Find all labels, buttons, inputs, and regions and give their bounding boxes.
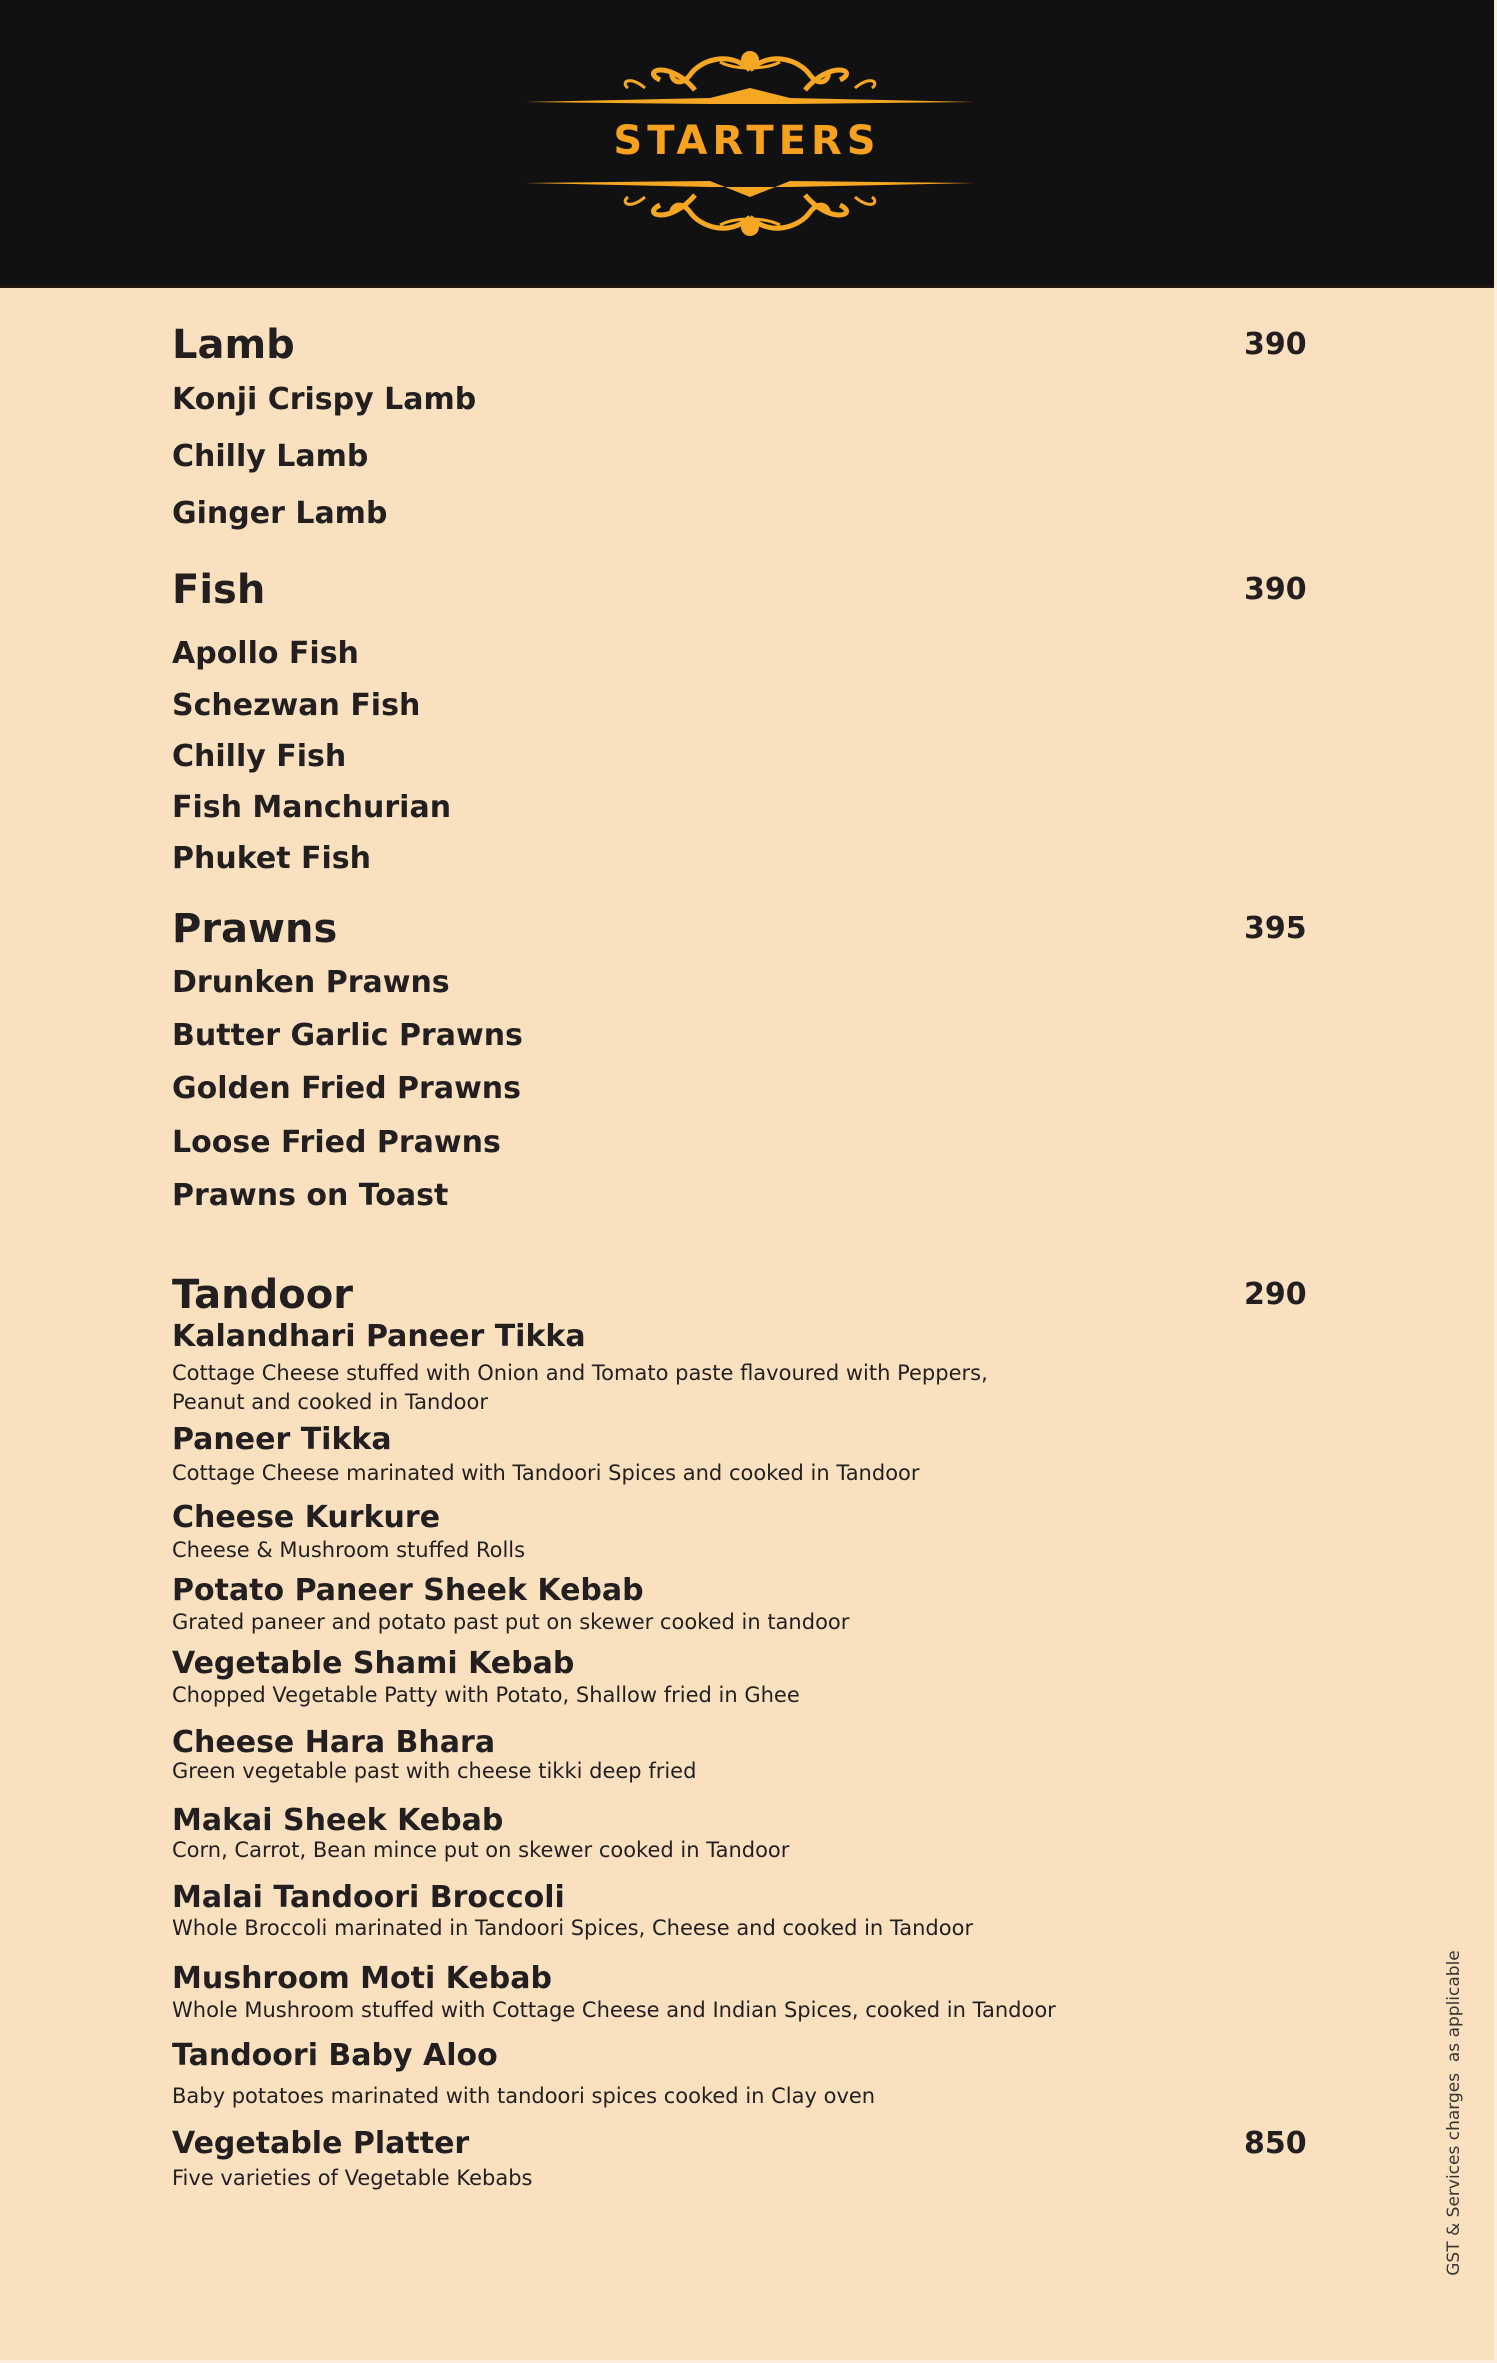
ornament-bottom-icon bbox=[520, 165, 980, 245]
menu-item: Butter Garlic Prawns bbox=[172, 1018, 523, 1053]
menu-item: Loose Fried Prawns bbox=[172, 1125, 501, 1160]
menu-item-name: Vegetable Shami Kebab bbox=[172, 1646, 575, 1681]
menu-item-description: Cottage Cheese stuffed with Onion and Tomato paste flavoured with Peppers, bbox=[172, 1361, 988, 1385]
menu-item-description: Five varieties of Vegetable Kebabs bbox=[172, 2166, 533, 2190]
menu-item-description: Baby potatoes marinated with tandoori spices cooked in Clay oven bbox=[172, 2084, 876, 2108]
section-price-prawns: 395 bbox=[1244, 911, 1307, 946]
menu-item: Schezwan Fish bbox=[172, 688, 421, 723]
menu-item-description: Cheese & Mushroom stuffed Rolls bbox=[172, 1538, 526, 1562]
menu-item-name: Mushroom Moti Kebab bbox=[172, 1961, 552, 1996]
section-heading-lamb: Lamb bbox=[172, 322, 295, 368]
menu-item-description: Whole Broccoli marinated in Tandoori Spices, Cheese and cooked in Tandoor bbox=[172, 1916, 974, 1940]
menu-item-name: Cheese Kurkure bbox=[172, 1500, 441, 1535]
menu-item: Ginger Lamb bbox=[172, 496, 388, 531]
section-price-tandoor: 290 bbox=[1244, 1277, 1307, 1312]
menu-item-name: Tandoori Baby Aloo bbox=[172, 2038, 498, 2073]
menu-item: Chilly Lamb bbox=[172, 439, 369, 474]
menu-item: Konji Crispy Lamb bbox=[172, 382, 477, 417]
menu-item: Phuket Fish bbox=[172, 841, 371, 876]
menu-item-name: Vegetable Platter bbox=[172, 2126, 470, 2161]
menu-item: Fish Manchurian bbox=[172, 790, 452, 825]
menu-item-description: Grated paneer and potato past put on skewer cooked in tandoor bbox=[172, 1610, 850, 1634]
section-heading-fish: Fish bbox=[172, 567, 266, 613]
menu-item: Apollo Fish bbox=[172, 636, 359, 671]
section-price-fish: 390 bbox=[1244, 572, 1307, 607]
menu-item-description: Green vegetable past with cheese tikki deep fried bbox=[172, 1759, 697, 1783]
menu-item-name: Malai Tandoori Broccoli bbox=[172, 1880, 565, 1915]
menu-item-description: Corn, Carrot, Bean mince put on skewer cooked in Tandoor bbox=[172, 1838, 790, 1862]
section-price-lamb: 390 bbox=[1244, 327, 1307, 362]
section-heading-prawns: Prawns bbox=[172, 906, 338, 952]
menu-item-description: Peanut and cooked in Tandoor bbox=[172, 1390, 489, 1414]
menu-header bbox=[0, 0, 1494, 288]
menu-item-description: Whole Mushroom stuffed with Cottage Cheese and Indian Spices, cooked in Tandoor bbox=[172, 1998, 1056, 2022]
menu-item-price: 850 bbox=[1244, 2126, 1307, 2161]
menu-item: Drunken Prawns bbox=[172, 965, 450, 1000]
menu-item: Chilly Fish bbox=[172, 739, 347, 774]
page-title: STARTERS bbox=[613, 118, 881, 164]
section-heading-tandoor: Tandoor bbox=[172, 1272, 353, 1318]
menu-item-name: Kalandhari Paneer Tikka bbox=[172, 1319, 586, 1354]
menu-item-name: Cheese Hara Bhara bbox=[172, 1725, 496, 1760]
tax-note-text: GST & Services charges as applicable bbox=[1444, 1950, 1464, 2276]
menu-item: Golden Fried Prawns bbox=[172, 1071, 522, 1106]
menu-item-name: Paneer Tikka bbox=[172, 1422, 392, 1457]
ornament-top-icon bbox=[520, 40, 980, 120]
menu-item-name: Potato Paneer Sheek Kebab bbox=[172, 1573, 644, 1608]
tax-note bbox=[1444, 1948, 1464, 2278]
menu-item: Prawns on Toast bbox=[172, 1178, 449, 1213]
menu-item-description: Cottage Cheese marinated with Tandoori Spices and cooked in Tandoor bbox=[172, 1461, 920, 1485]
menu-item-name: Makai Sheek Kebab bbox=[172, 1803, 504, 1838]
menu-item-description: Chopped Vegetable Patty with Potato, Shallow fried in Ghee bbox=[172, 1683, 800, 1707]
